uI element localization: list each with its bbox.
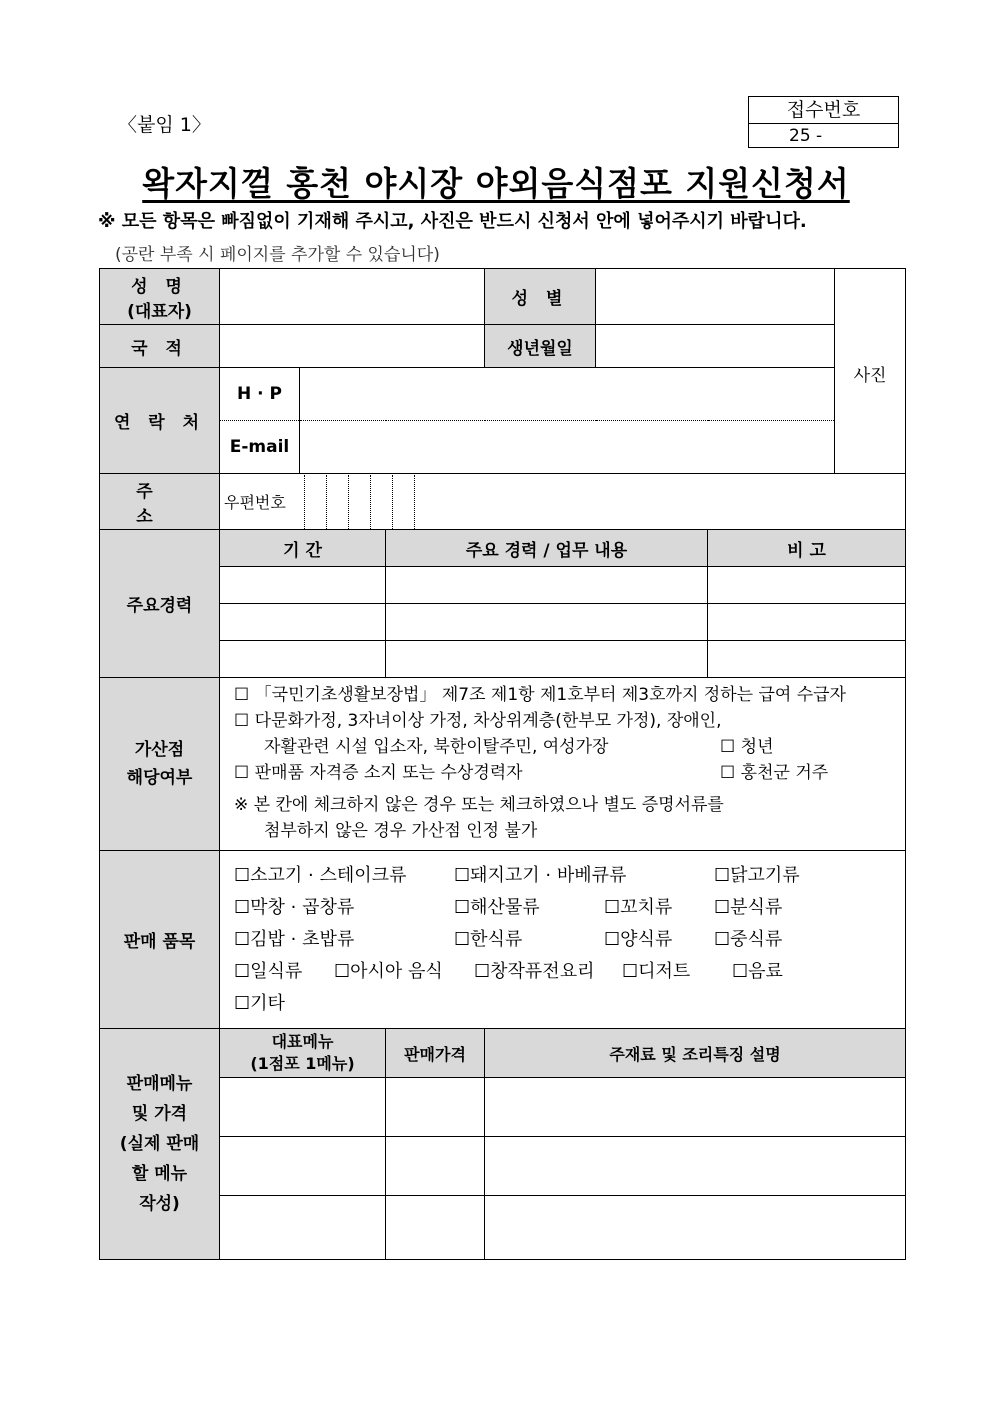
items-cell xyxy=(220,851,906,1029)
menu-item-cell[interactable] xyxy=(220,1196,386,1260)
email-field[interactable] xyxy=(300,421,835,474)
career-period-cell[interactable] xyxy=(220,641,386,678)
name-field[interactable] xyxy=(220,269,485,325)
career-label: 주요경력 xyxy=(100,530,220,678)
item-option-pork[interactable]: ☐돼지고기 · 바베큐류 xyxy=(454,864,627,886)
menu-label: 판매메뉴 및 가격 (실제 판매 할 메뉴 작성) xyxy=(100,1029,220,1260)
menu-header-item: 대표메뉴 (1점포 1메뉴) xyxy=(220,1029,386,1078)
photo-area[interactable] xyxy=(835,269,906,474)
zip-digit[interactable] xyxy=(348,475,370,529)
item-option-gimbap[interactable]: ☐김밥 · 초밥류 xyxy=(234,928,355,950)
zip-digit[interactable] xyxy=(304,475,326,529)
item-option-chicken[interactable]: ☐닭고기류 xyxy=(714,864,800,886)
item-option-japanese[interactable]: ☐일식류 xyxy=(234,960,303,982)
bonus-note-line1: ※ 본 칸에 체크하지 않은 경우 또는 체크하였으나 별도 증명서류를 xyxy=(234,795,724,815)
bonus-option-hongcheon-resident[interactable]: ☐ 홍천군 거주 xyxy=(720,763,829,783)
bonus-option-multicultural[interactable]: ☐ 다문화가정, 3자녀이상 가정, 차상위계층(한부모 가정), 장애인, xyxy=(234,711,722,731)
attachment-label: 〈붙임 1〉 xyxy=(118,114,211,136)
item-option-seafood[interactable]: ☐해산물류 xyxy=(454,896,540,918)
nationality-label: 국 적 xyxy=(100,325,220,368)
birthdate-field[interactable] xyxy=(596,325,835,368)
items-label: 판매 품목 xyxy=(100,851,220,1029)
notice-text: ※ 모든 항목은 빠짐없이 기재해 주시고, 사진은 반드시 신청서 안에 넣어주시기 바랍니다. xyxy=(98,211,807,232)
bonus-note-line2: 첨부하지 않은 경우 가산점 인정 불가 xyxy=(264,821,538,841)
bonus-cell xyxy=(220,678,906,851)
item-option-beverage[interactable]: ☐음료 xyxy=(732,960,783,982)
item-option-korean[interactable]: ☐한식류 xyxy=(454,928,523,950)
career-period-cell[interactable] xyxy=(220,567,386,604)
item-option-dessert[interactable]: ☐디저트 xyxy=(622,960,691,982)
career-content-cell[interactable] xyxy=(386,604,708,641)
menu-header-price: 판매가격 xyxy=(386,1029,485,1078)
item-option-makchang[interactable]: ☐막창 · 곱창류 xyxy=(234,896,355,918)
bonus-option-youth[interactable]: ☐ 청년 xyxy=(720,737,774,757)
bonus-option-certificate xyxy=(234,760,891,786)
menu-price-cell[interactable] xyxy=(386,1196,485,1260)
receipt-number-box xyxy=(748,96,899,148)
application-form-table xyxy=(99,268,906,1260)
career-period-cell[interactable] xyxy=(220,604,386,641)
item-option-beef[interactable]: ☐소고기 · 스테이크류 xyxy=(234,864,407,886)
items-row xyxy=(234,860,891,892)
items-row xyxy=(234,988,891,1020)
contact-label: 연 락 처 xyxy=(100,368,220,474)
zip-code-box xyxy=(220,475,905,529)
menu-description-cell[interactable] xyxy=(485,1196,906,1260)
document-title-text: 왁자지껄 홍천 야시장 야외음식점포 지원신청서 xyxy=(142,164,850,203)
hp-field[interactable] xyxy=(300,368,835,421)
zip-digit[interactable] xyxy=(392,475,415,529)
menu-item-cell[interactable] xyxy=(220,1137,386,1196)
sub-notice-text: (공란 부족 시 페이지를 추가할 수 있습니다) xyxy=(115,245,440,265)
menu-description-cell[interactable] xyxy=(485,1078,906,1137)
name-label: 성 명 (대표자) xyxy=(100,269,220,325)
menu-description-cell[interactable] xyxy=(485,1137,906,1196)
photo-label: 사진 xyxy=(853,366,887,386)
item-option-fusion[interactable]: ☐창작퓨전요리 xyxy=(474,960,595,982)
bonus-option-multicultural-cont: 자활관련 시설 입소자, 북한이탈주민, 여성가장 ☐ 청년 xyxy=(234,734,891,760)
zip-code-label: 우편번호 xyxy=(224,493,286,512)
receipt-number-value: 25 - xyxy=(789,126,823,146)
menu-price-cell[interactable] xyxy=(386,1137,485,1196)
bonus-label: 가산점 해당여부 xyxy=(100,678,220,851)
career-note-cell[interactable] xyxy=(708,641,906,678)
item-option-bunsik[interactable]: ☐분식류 xyxy=(714,896,783,918)
item-option-skewer[interactable]: ☐꼬치류 xyxy=(604,896,673,918)
bonus-option-certificate-label[interactable]: ☐ 판매품 자격증 소지 또는 수상경력자 xyxy=(234,763,523,783)
career-content-cell[interactable] xyxy=(386,641,708,678)
birthdate-label: 생년월일 xyxy=(485,325,596,368)
menu-header-description: 주재료 및 조리특징 설명 xyxy=(485,1029,906,1078)
zip-digit[interactable] xyxy=(370,475,392,529)
items-row xyxy=(234,892,891,924)
receipt-number-label: 접수번호 xyxy=(749,97,898,124)
email-label: E-mail xyxy=(220,421,300,474)
item-option-chinese[interactable]: ☐중식류 xyxy=(714,928,783,950)
career-header-period: 기 간 xyxy=(220,530,386,567)
nationality-field[interactable] xyxy=(220,325,485,368)
bonus-option-basic-living[interactable]: ☐ 「국민기초생활보장법」 제7조 제1항 제1호부터 제3호까지 정하는 급여 수급자 xyxy=(234,685,846,705)
hp-label: H · P xyxy=(220,368,300,421)
career-content-cell[interactable] xyxy=(386,567,708,604)
item-option-etc[interactable]: ☐기타 xyxy=(234,992,285,1014)
gender-field[interactable] xyxy=(596,269,835,325)
items-row xyxy=(234,956,891,988)
document-title xyxy=(0,158,992,205)
items-row xyxy=(234,924,891,956)
career-header-note: 비 고 xyxy=(708,530,906,567)
address-label: 주 소 xyxy=(100,474,220,530)
career-note-cell[interactable] xyxy=(708,567,906,604)
menu-price-cell[interactable] xyxy=(386,1078,485,1137)
menu-item-cell[interactable] xyxy=(220,1078,386,1137)
item-option-asian[interactable]: ☐아시아 음식 xyxy=(334,960,443,982)
item-option-western[interactable]: ☐양식류 xyxy=(604,928,673,950)
career-note-cell[interactable] xyxy=(708,604,906,641)
address-field[interactable] xyxy=(220,474,906,530)
gender-label: 성 별 xyxy=(485,269,596,325)
career-header-content: 주요 경력 / 업무 내용 xyxy=(386,530,708,567)
zip-digit[interactable] xyxy=(326,475,348,529)
